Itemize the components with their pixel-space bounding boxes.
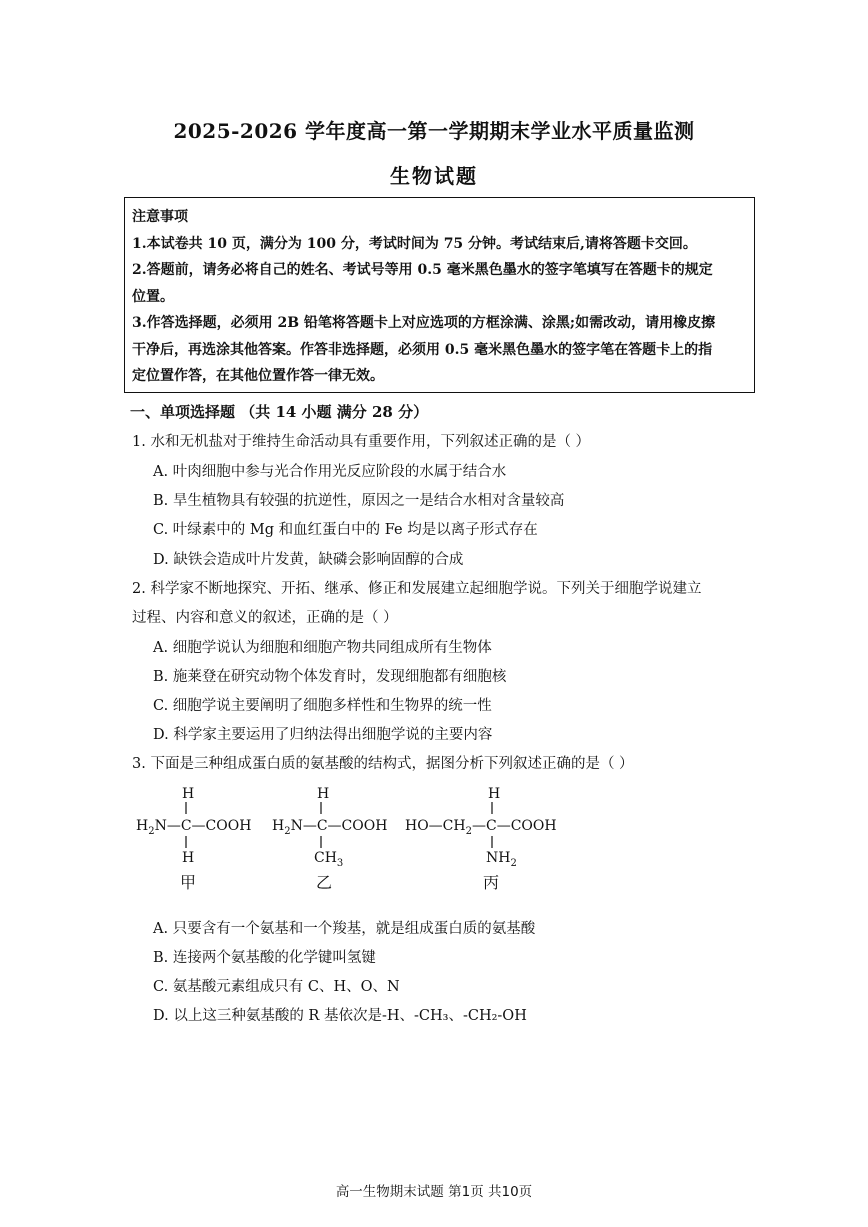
yi-ch3: $CH_3$ xyxy=(314,850,344,869)
bing-nh2: $NH_2$ xyxy=(486,850,517,869)
exam-subtitle: 生物试题 xyxy=(390,164,478,188)
jia-left: $H_2N—C—COOH$ xyxy=(136,818,252,837)
notice-line: 定位置作答，在其他位置作答一律无效。 xyxy=(132,368,384,384)
jia-h-bottom: H xyxy=(182,850,195,866)
section-heading: 一、单项选择题 （共 14 小题 满分 28 分） xyxy=(130,403,429,421)
question-1-stem: 1. 水和无机盐对于维持生命活动具有重要作用，下列叙述正确的是（ ） xyxy=(132,434,591,450)
question-2-stem: 2. 科学家不断地探究、开拓、继承、修正和发展建立起细胞学说。下列关于细胞学说建立 xyxy=(132,581,702,597)
question-3-stem: 3. 下面是三种组成蛋白质的氨基酸的结构式，据图分析下列叙述正确的是（ ） xyxy=(132,756,634,772)
notice-line: 干净后，再选涂其他答案。作答非选择题，必须用 0.5 毫米黑色墨水的签字笔在答题卡上的指 xyxy=(132,341,713,358)
amino-acid-structures xyxy=(130,780,590,900)
q2-option-d: D. 科学家主要运用了归纳法得出细胞学说的主要内容 xyxy=(153,727,493,743)
bing-label: 丙 xyxy=(483,873,500,892)
q1-option-a: A. 叶肉细胞中参与光合作用光反应阶段的水属于结合水 xyxy=(153,464,507,480)
page-footer: 高一生物期末试题 第1页 共10页 xyxy=(335,1184,533,1200)
structure-bing xyxy=(405,786,557,892)
bing-left: $HO—CH_2—C—COOH$ xyxy=(405,818,557,837)
structure-diagram xyxy=(130,780,590,900)
notice-line: 3.作答选择题，必须用 2B 铅笔将答题卡上对应选项的方框涂满、涂黑;如需改动，请用橡皮擦 xyxy=(132,315,716,331)
notice-box xyxy=(124,197,755,393)
structure-jia xyxy=(136,786,251,892)
q3-option-b: B. 连接两个氨基酸的化学键叫氢键 xyxy=(153,950,376,966)
structure-yi xyxy=(272,786,387,892)
q1-option-c: C. 叶绿素中的 Mg 和血红蛋白中的 Fe 均是以离子形式存在 xyxy=(153,522,538,538)
q2-option-b: B. 施莱登在研究动物个体发育时，发现细胞都有细胞核 xyxy=(153,669,507,685)
notice-line: 1.本试卷共 10 页，满分为 100 分，考试时间为 75 分钟。考试结束后,请将答题卡交回。 xyxy=(132,235,697,252)
exam-title: 2025-2026 学年度高一第一学期期末学业水平质量监测 xyxy=(173,119,695,143)
notice-line: 位置。 xyxy=(132,288,174,305)
q2-option-a: A. 细胞学说认为细胞和细胞产物共同组成所有生物体 xyxy=(153,640,492,656)
yi-h-top: H xyxy=(317,786,330,802)
jia-label: 甲 xyxy=(180,873,197,892)
q1-option-d: D. 缺铁会造成叶片发黄，缺磷会影响固醇的合成 xyxy=(153,552,464,568)
yi-label: 乙 xyxy=(316,873,333,892)
q3-option-a: A. 只要含有一个氨基和一个羧基，就是组成蛋白质的氨基酸 xyxy=(153,921,536,937)
notice-line: 2.答题前，请务必将自己的姓名、考试号等用 0.5 毫米黑色墨水的签字笔填写在答题卡的规定 xyxy=(132,262,713,278)
q2-option-c: C. 细胞学说主要阐明了细胞多样性和生物界的统一性 xyxy=(153,698,492,714)
question-2-stem-cont: 过程、内容和意义的叙述，正确的是（ ） xyxy=(132,610,398,626)
yi-left: $H_2N—C—COOH$ xyxy=(272,818,388,837)
notice-heading: 注意事项 xyxy=(132,209,188,225)
q3-option-c: C. 氨基酸元素组成只有 C、H、O、N xyxy=(153,979,400,995)
bing-h-top: H xyxy=(488,786,501,802)
q1-option-b: B. 旱生植物具有较强的抗逆性，原因之一是结合水相对含量较高 xyxy=(153,493,565,509)
q3-option-d: D. 以上这三种氨基酸的 R 基依次是-H、-CH₃、-CH₂-OH xyxy=(153,1008,527,1024)
jia-h-top: H xyxy=(182,786,195,802)
